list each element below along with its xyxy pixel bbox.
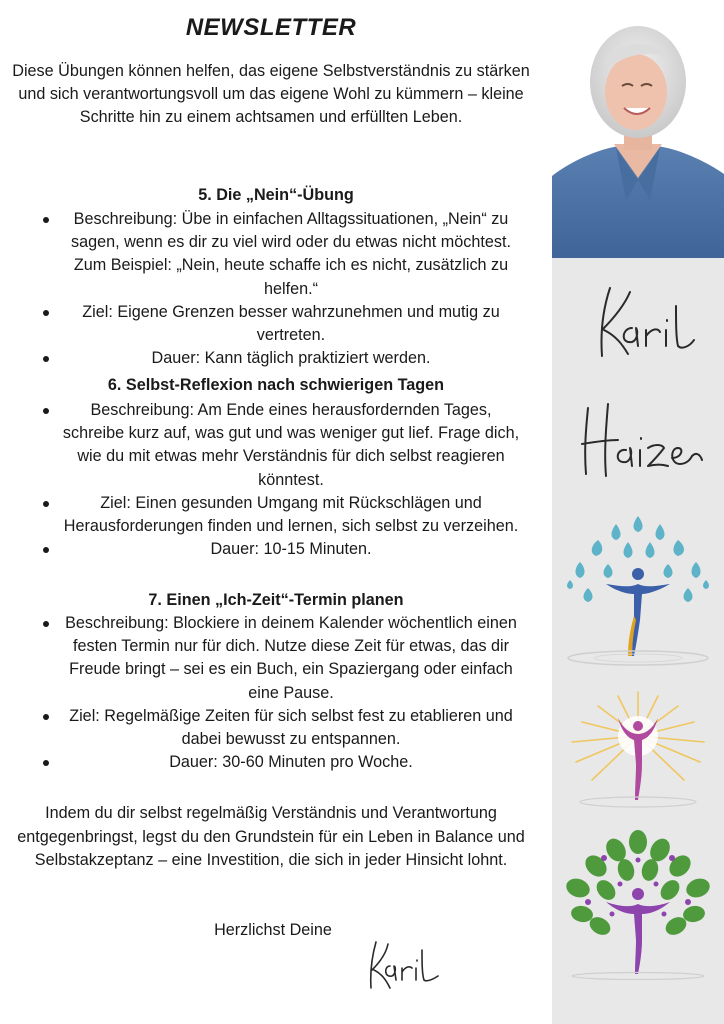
page-title: NEWSLETTER: [185, 14, 357, 41]
signature-first-name: [580, 284, 696, 362]
list-item: Ziel: Einen gesunden Umgang mit Rückschlägen und Herausforderungen finden und lernen, sich selbst zu verzeihen.: [0, 492, 552, 538]
list-item: Ziel: Eigene Grenzen besser wahrzunehmen und mutig zu vertreten.: [0, 301, 552, 347]
list-item: Ziel: Regelmäßige Zeiten für sich selbst fest zu etablieren und dabei bewusst zu entspannen.: [0, 705, 552, 751]
list-item: Dauer: Kann täglich praktiziert werden.: [0, 347, 552, 370]
outro-paragraph: Indem du dir selbst regelmäßig Verständnis und Verantwortung entgegenbringst, legst du den Grundstein für ein Leben in Balance und Selbstakzeptanz – eine Investition, die sich in jeder Hinsicht lohnt.: [17, 804, 525, 870]
intro-paragraph: Diese Übungen können helfen, das eigene Selbstverständnis zu stärken und sich verantwortungsvoll um das eigene Wohl zu kümmern – kleine Schritte hin zu einem achtsamen und erfüllten Leben.: [12, 62, 530, 127]
signature-last-name: [574, 398, 704, 484]
sun-figure-icon: [562, 686, 714, 818]
signature-karin-small: [362, 936, 444, 994]
portrait-photo: [552, 0, 724, 258]
tree-figure-icon: [560, 828, 716, 980]
water-figure-icon: [558, 512, 718, 672]
list-item: Dauer: 10-15 Minuten.: [0, 538, 552, 561]
sidebar: [552, 0, 724, 1024]
bullet-list-ich-zeit: [0, 612, 552, 774]
section-title-ich-zeit: 7. Einen „Ich-Zeit“-Termin planen: [148, 591, 404, 609]
closing-greeting: Herzlichst Deine: [214, 921, 332, 939]
section-title-reflexion: 6. Selbst-Reflexion nach schwierigen Tagen: [107, 376, 445, 394]
list-item: Dauer: 30-60 Minuten pro Woche.: [0, 751, 552, 774]
bullet-list-nein: [0, 208, 552, 370]
list-item: Beschreibung: Blockiere in deinem Kalender wöchentlich einen festen Termin nur für dich. Nutze diese Zeit für etwas, das dir Freude bringt – sei es ein Buch, ein Spaziergang oder einfach eine Pause.: [0, 612, 552, 705]
list-item: Beschreibung: Übe in einfachen Alltagssituationen, „Nein“ zu sagen, wenn es dir zu viel wird oder du etwas nicht möchtest. Zum Beispiel: „Nein, heute schaffe ich es nicht, zusätzlich zu helfen.“: [0, 208, 552, 301]
list-item: Beschreibung: Am Ende eines herausfordernden Tages, schreibe kurz auf, was gut und was weniger gut lief. Frage dich, wie du mit etwas mehr Verständnis für dich selbst reagieren könntest.: [0, 399, 552, 492]
section-title-nein: 5. Die „Nein“-Übung: [198, 186, 354, 204]
bullet-list-reflexion: [0, 399, 552, 561]
